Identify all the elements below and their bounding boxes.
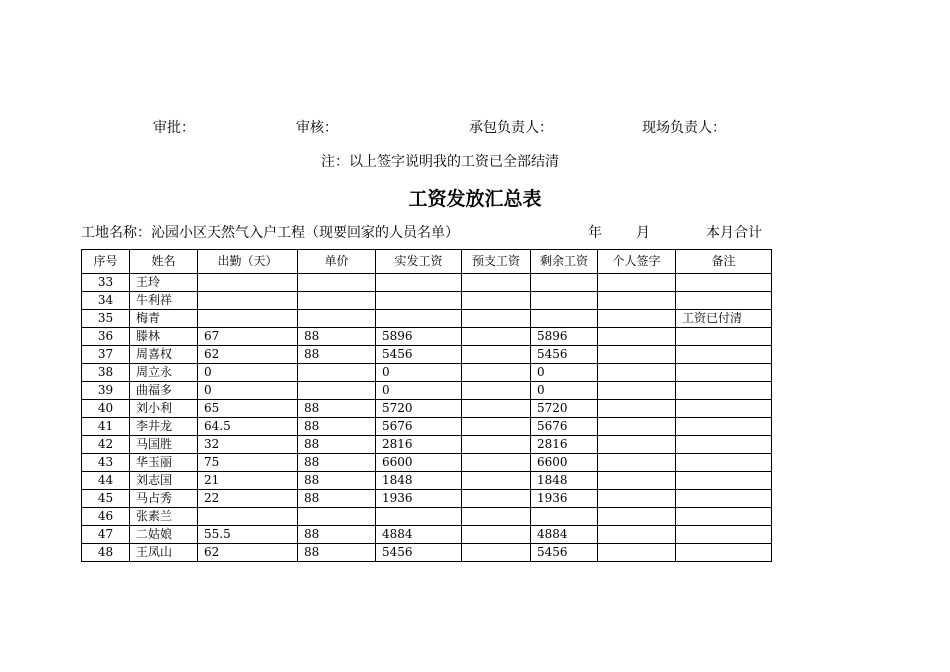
cell-paid-wage: 4884 <box>376 526 462 544</box>
cell-unit-price: 88 <box>298 454 376 472</box>
cell-attendance: 62 <box>198 544 298 562</box>
cell-signature <box>598 418 676 436</box>
table-row <box>82 364 772 382</box>
cell-remaining-wage: 5676 <box>531 418 598 436</box>
table-row <box>82 454 772 472</box>
cell-attendance <box>198 274 298 292</box>
month-label: 月 <box>636 225 650 241</box>
approve-signature-label: 审批： <box>153 120 195 136</box>
cell-number: 47 <box>82 526 130 544</box>
cell-signature <box>598 310 676 328</box>
cell-remarks <box>676 292 772 310</box>
cell-attendance: 67 <box>198 328 298 346</box>
cell-remarks <box>676 400 772 418</box>
table-row <box>82 382 772 400</box>
cell-name: 王玲 <box>130 274 198 292</box>
cell-signature <box>598 292 676 310</box>
cell-paid-wage <box>376 274 462 292</box>
cell-name: 周喜权 <box>130 346 198 364</box>
site-name: 工地名称：沁园小区天然气入户工程（现要回家的人员名单） <box>81 225 459 241</box>
cell-signature <box>598 544 676 562</box>
cell-advance-wage <box>462 490 531 508</box>
cell-remaining-wage: 0 <box>531 382 598 400</box>
cell-paid-wage: 2816 <box>376 436 462 454</box>
cell-remaining-wage: 5456 <box>531 544 598 562</box>
cell-advance-wage <box>462 382 531 400</box>
cell-remarks <box>676 436 772 454</box>
cell-attendance: 65 <box>198 400 298 418</box>
cell-remarks <box>676 526 772 544</box>
cell-remarks <box>676 544 772 562</box>
settlement-note: 注：以上签字说明我的工资已全部结清 <box>321 154 559 170</box>
cell-remarks <box>676 418 772 436</box>
cell-advance-wage <box>462 526 531 544</box>
cell-name: 周立永 <box>130 364 198 382</box>
cell-unit-price <box>298 382 376 400</box>
cell-signature <box>598 328 676 346</box>
cell-signature <box>598 454 676 472</box>
cell-remaining-wage <box>531 508 598 526</box>
cell-attendance: 55.5 <box>198 526 298 544</box>
cell-remarks <box>676 490 772 508</box>
cell-remaining-wage: 6600 <box>531 454 598 472</box>
cell-remaining-wage: 1936 <box>531 490 598 508</box>
cell-number: 48 <box>82 544 130 562</box>
cell-remaining-wage: 5720 <box>531 400 598 418</box>
cell-advance-wage <box>462 418 531 436</box>
cell-unit-price <box>298 292 376 310</box>
cell-paid-wage <box>376 310 462 328</box>
cell-advance-wage <box>462 436 531 454</box>
cell-number: 33 <box>82 274 130 292</box>
cell-paid-wage: 5456 <box>376 346 462 364</box>
cell-number: 38 <box>82 364 130 382</box>
cell-attendance: 64.5 <box>198 418 298 436</box>
cell-paid-wage: 0 <box>376 382 462 400</box>
cell-unit-price <box>298 274 376 292</box>
cell-paid-wage: 1936 <box>376 490 462 508</box>
cell-signature <box>598 508 676 526</box>
table-row <box>82 544 772 562</box>
cell-attendance <box>198 508 298 526</box>
cell-number: 43 <box>82 454 130 472</box>
cell-advance-wage <box>462 328 531 346</box>
cell-name: 刘志国 <box>130 472 198 490</box>
cell-advance-wage <box>462 508 531 526</box>
cell-advance-wage <box>462 544 531 562</box>
cell-unit-price: 88 <box>298 346 376 364</box>
table-row <box>82 436 772 454</box>
cell-remaining-wage: 0 <box>531 364 598 382</box>
cell-remaining-wage: 5456 <box>531 346 598 364</box>
table-row <box>82 328 772 346</box>
table-row <box>82 274 772 292</box>
cell-remaining-wage: 1848 <box>531 472 598 490</box>
cell-name: 马占秀 <box>130 490 198 508</box>
cell-number: 46 <box>82 508 130 526</box>
cell-name: 王凤山 <box>130 544 198 562</box>
cell-remaining-wage <box>531 310 598 328</box>
col-header-number: 序号 <box>82 250 130 274</box>
cell-remarks <box>676 274 772 292</box>
cell-signature <box>598 490 676 508</box>
cell-name: 刘小利 <box>130 400 198 418</box>
cell-paid-wage: 5676 <box>376 418 462 436</box>
contractor-signature-label: 承包负责人： <box>469 120 553 136</box>
cell-advance-wage <box>462 310 531 328</box>
cell-name: 马国胜 <box>130 436 198 454</box>
cell-name: 牛利祥 <box>130 292 198 310</box>
month-total-label: 本月合计 <box>706 225 762 241</box>
cell-paid-wage: 0 <box>376 364 462 382</box>
col-header-paid-wage: 实发工资 <box>376 250 462 274</box>
cell-number: 40 <box>82 400 130 418</box>
cell-name: 张素兰 <box>130 508 198 526</box>
cell-attendance: 0 <box>198 364 298 382</box>
cell-paid-wage: 5896 <box>376 328 462 346</box>
cell-name: 滕林 <box>130 328 198 346</box>
cell-signature <box>598 472 676 490</box>
cell-name: 华玉丽 <box>130 454 198 472</box>
table-row <box>82 418 772 436</box>
cell-advance-wage <box>462 346 531 364</box>
cell-signature <box>598 526 676 544</box>
cell-unit-price: 88 <box>298 436 376 454</box>
col-header-remarks: 备注 <box>676 250 772 274</box>
table-row <box>82 490 772 508</box>
cell-signature <box>598 274 676 292</box>
cell-remarks <box>676 328 772 346</box>
cell-signature <box>598 400 676 418</box>
cell-remarks <box>676 454 772 472</box>
cell-name: 李井龙 <box>130 418 198 436</box>
cell-signature <box>598 346 676 364</box>
review-signature-label: 审核： <box>296 120 338 136</box>
cell-paid-wage: 5720 <box>376 400 462 418</box>
cell-paid-wage: 6600 <box>376 454 462 472</box>
cell-signature <box>598 436 676 454</box>
cell-unit-price: 88 <box>298 400 376 418</box>
table-row <box>82 508 772 526</box>
table-row <box>82 526 772 544</box>
table-row <box>82 310 772 328</box>
cell-unit-price <box>298 310 376 328</box>
wage-table-body <box>82 274 772 562</box>
cell-remaining-wage <box>531 292 598 310</box>
cell-number: 44 <box>82 472 130 490</box>
cell-advance-wage <box>462 472 531 490</box>
cell-number: 41 <box>82 418 130 436</box>
cell-remarks <box>676 472 772 490</box>
cell-attendance: 21 <box>198 472 298 490</box>
col-header-unit-price: 单价 <box>298 250 376 274</box>
cell-paid-wage <box>376 292 462 310</box>
cell-remarks <box>676 346 772 364</box>
cell-name: 曲福多 <box>130 382 198 400</box>
cell-number: 35 <box>82 310 130 328</box>
cell-remarks: 工资已付清 <box>676 310 772 328</box>
site-manager-signature-label: 现场负责人： <box>642 120 726 136</box>
cell-number: 39 <box>82 382 130 400</box>
cell-unit-price: 88 <box>298 328 376 346</box>
cell-paid-wage <box>376 508 462 526</box>
table-row <box>82 346 772 364</box>
cell-name: 梅青 <box>130 310 198 328</box>
cell-paid-wage: 1848 <box>376 472 462 490</box>
cell-advance-wage <box>462 292 531 310</box>
cell-unit-price <box>298 364 376 382</box>
cell-paid-wage: 5456 <box>376 544 462 562</box>
cell-remaining-wage: 4884 <box>531 526 598 544</box>
cell-number: 42 <box>82 436 130 454</box>
cell-number: 36 <box>82 328 130 346</box>
cell-signature <box>598 364 676 382</box>
cell-attendance: 62 <box>198 346 298 364</box>
cell-unit-price: 88 <box>298 544 376 562</box>
table-row <box>82 400 772 418</box>
cell-remarks <box>676 364 772 382</box>
col-header-attendance: 出勤（天） <box>198 250 298 274</box>
cell-remaining-wage: 2816 <box>531 436 598 454</box>
cell-signature <box>598 382 676 400</box>
cell-number: 45 <box>82 490 130 508</box>
cell-remarks <box>676 382 772 400</box>
cell-remaining-wage <box>531 274 598 292</box>
col-header-remaining-wage: 剩余工资 <box>531 250 598 274</box>
cell-attendance <box>198 292 298 310</box>
cell-attendance: 75 <box>198 454 298 472</box>
cell-attendance: 0 <box>198 382 298 400</box>
cell-attendance: 22 <box>198 490 298 508</box>
cell-advance-wage <box>462 454 531 472</box>
cell-name: 二姑娘 <box>130 526 198 544</box>
cell-advance-wage <box>462 400 531 418</box>
year-label: 年 <box>588 225 602 241</box>
col-header-advance-wage: 预支工资 <box>462 250 531 274</box>
cell-unit-price <box>298 508 376 526</box>
table-row <box>82 292 772 310</box>
page-title: 工资发放汇总表 <box>408 188 542 210</box>
cell-remarks <box>676 508 772 526</box>
cell-attendance: 32 <box>198 436 298 454</box>
cell-number: 34 <box>82 292 130 310</box>
cell-unit-price: 88 <box>298 526 376 544</box>
cell-number: 37 <box>82 346 130 364</box>
cell-attendance <box>198 310 298 328</box>
cell-unit-price: 88 <box>298 490 376 508</box>
cell-remaining-wage: 5896 <box>531 328 598 346</box>
cell-unit-price: 88 <box>298 472 376 490</box>
table-row <box>82 472 772 490</box>
col-header-signature: 个人签字 <box>598 250 676 274</box>
cell-advance-wage <box>462 364 531 382</box>
wage-table <box>81 249 772 562</box>
cell-advance-wage <box>462 274 531 292</box>
table-header-row <box>82 250 772 274</box>
col-header-name: 姓名 <box>130 250 198 274</box>
cell-unit-price: 88 <box>298 418 376 436</box>
